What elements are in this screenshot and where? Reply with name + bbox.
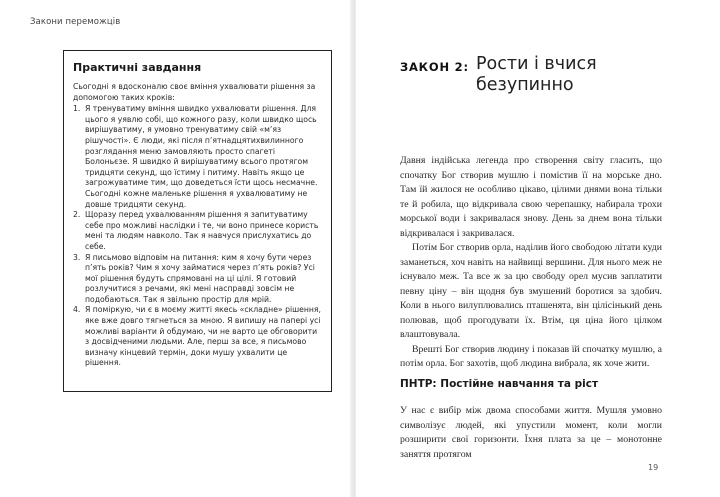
paragraph: Врешті Бог створив людину і показав їй спочатку мушлю, а потім орла. Бог захотів, щоб людина вибрала, як хоче жити.	[400, 343, 662, 369]
task-number: 3.	[73, 252, 81, 262]
law-label: ЗАКОН 2:	[400, 60, 469, 74]
task-text: Я поміркую, чи є в моєму житті якесь «складне» рішення, яке вже довго тягнеться за мною. Я випишу на папері усі можливі варіанти й обдумаю, чи не варто це обговорити з досвідченими людьми. Але, перш за все, я письмово визначу кінцевий термін, доки мушу ухвалити це рішення.	[85, 305, 321, 368]
list-item	[73, 253, 321, 306]
task-text: Щоразу перед ухвалюванням рішення я запитуватиму себе про можливі наслідки і те, чи воно принесе користь мені та людям навколо. Так я навчуся прислухатись до себе.	[85, 210, 319, 251]
task-number: 4.	[73, 305, 81, 315]
paragraph: Давня індійська легенда про створення світу гласить, що спочатку Бог створив мушлю і помістив її на морське дно. Там їй жилося не особливо цікаво, цілими днями вона тільки те й робила, що відкривала свою черепашку, набирала трохи морської води і закривалася знову. День за днем вона тільки відкривалася і закривалася.	[400, 155, 662, 239]
task-text: Я письмово відповім на питання: ким я хочу бути через п’ять років? Чим я хочу займатися через п’ять років? Усі мої рішення будуть спрямовані на ці цілі. Я готовий розлучитися з речами, які мені насправді зовсім не подобаються. Так я звільню простір для мрій.	[85, 252, 315, 304]
paragraph: Потім Бог створив орла, наділив його свободою літати куди заманеться, хоч навіть на найвищі вершини. Для нього меж не існувало меж. Та все ж за цю свободу орел мусив заплатити певну ціну – він щодня був змушений боротися за здобич. Коли в нього вилуплювались пташенята, він цілісінький день полював, щоб прогодувати їх. Втім, ця ціна його цілком влаштовувала.	[400, 242, 662, 340]
section-body-text	[400, 404, 662, 462]
section-heading: ПНТР: Постійне навчання та ріст	[400, 378, 599, 390]
practical-tasks-box	[63, 50, 332, 392]
list-item	[73, 104, 321, 210]
box-title: Практичні завдання	[73, 61, 202, 74]
body-text	[400, 154, 662, 372]
task-list	[73, 104, 321, 369]
paragraph: У нас є вибір між двома способами життя. Мушля умовно символізує людей, які упустили момент, коли могли розширити свої горизонти. Їхня плата за це – монотонне заняття протягом	[400, 405, 662, 460]
list-item	[73, 305, 321, 369]
page-number: 19	[648, 463, 659, 472]
law-title: Рости і вчися безупинно	[476, 54, 597, 95]
task-text: Я тренуватиму вміння швидко ухвалювати рішення. Для цього я уявлю собі, що кожного разу, коли швидко щось вирішуватиму, я умовно тренуватиму свій «м’яз рішучості». Є люди, які після п’ятнадцятихвилинного розглядання меню замовляють просто спагеті Болоньєзе. Я швидко й вирішуватиму всього протягом тридцяти секунд, що їстиму і питиму. Навіть якщо це загрожуватиме тим, що доведеться їсти щось несмачне. Сьогодні кожне маленьке рішення я ухвалюватиму не довше тридцяти секунд.	[85, 104, 318, 209]
box-intro: Сьогодні я вдосконалю своє вміння ухвалювати рішення за допомогою таких кроків:	[73, 82, 316, 102]
task-number: 2.	[73, 210, 81, 220]
task-number: 1.	[73, 104, 81, 114]
list-item	[73, 210, 321, 252]
running-head: Закони переможців	[30, 17, 121, 27]
